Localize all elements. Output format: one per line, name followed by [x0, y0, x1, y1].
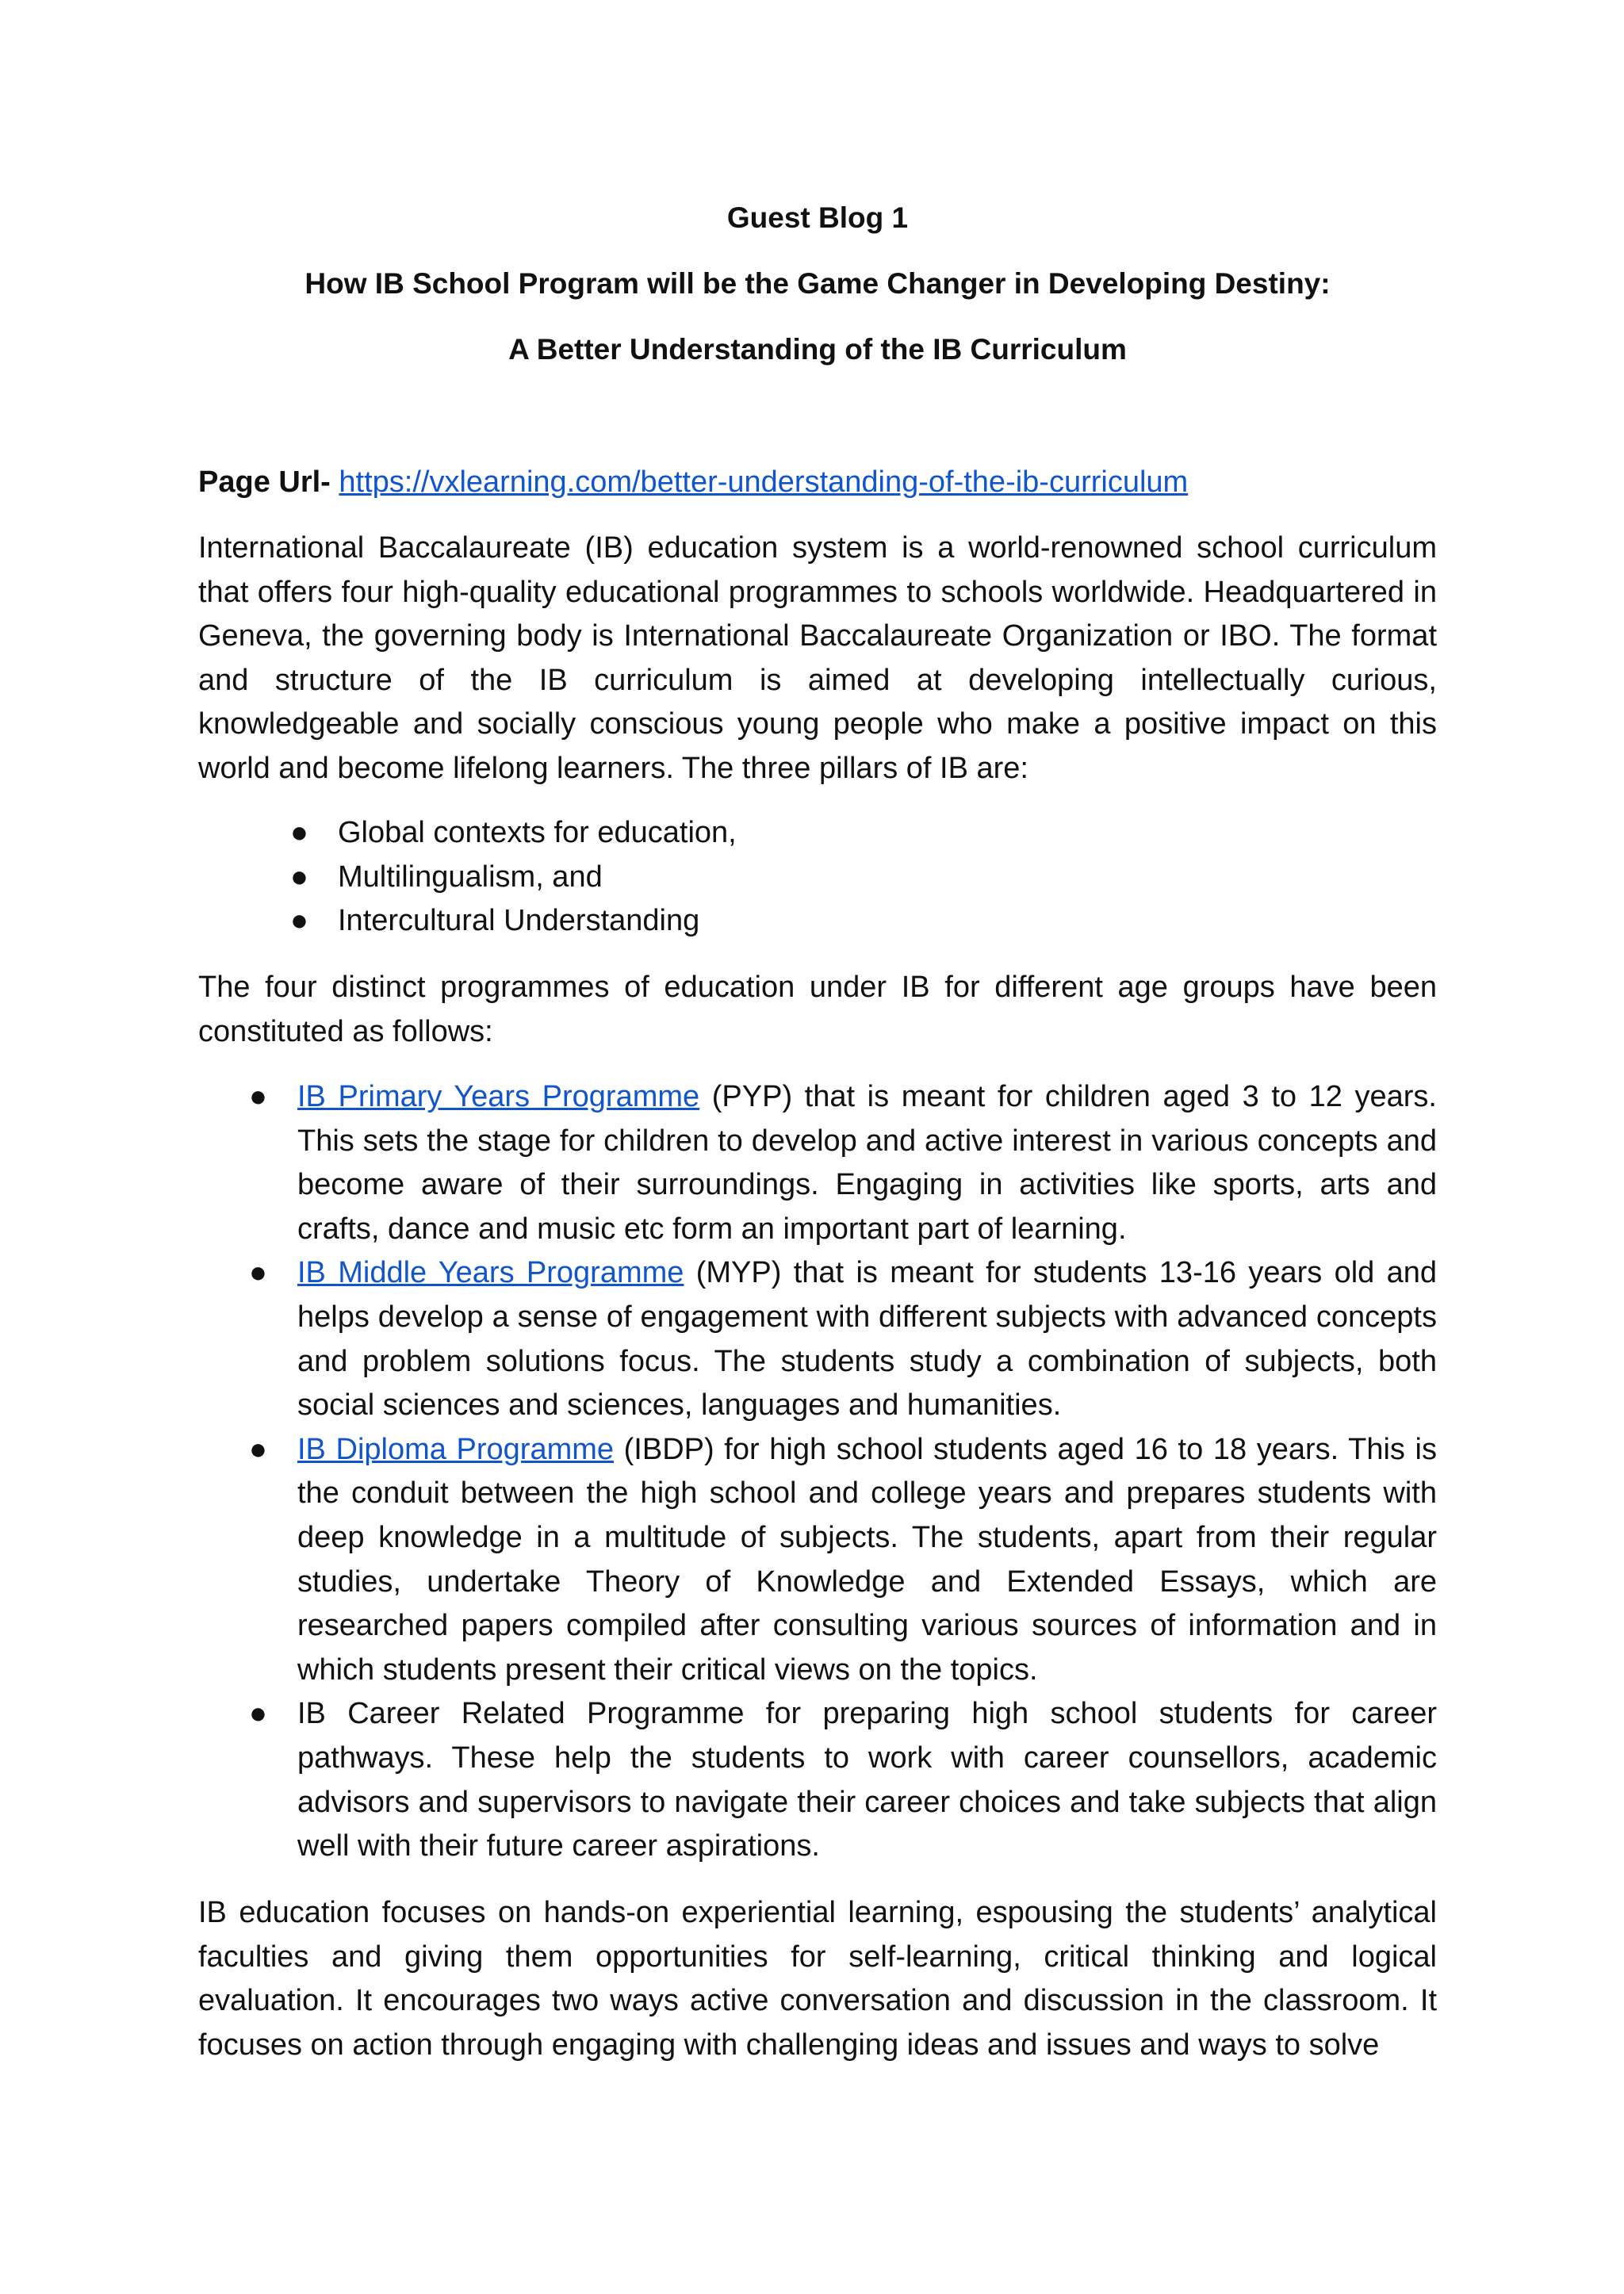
list-item	[198, 856, 1437, 900]
list-item-text: Multilingualism, and	[338, 860, 603, 894]
page-subtitle: A Better Understanding of the IB Curriculum	[508, 333, 1127, 366]
list-item-dp	[198, 1428, 1437, 1693]
programmes-list	[198, 1075, 1437, 1869]
myp-link[interactable]: IB Middle Years Programme	[297, 1256, 684, 1290]
list-item-pyp	[198, 1075, 1437, 1251]
bullet-icon: ●	[290, 816, 308, 849]
list-item-text: Intercultural Understanding	[338, 904, 700, 938]
page-url-link[interactable]: https://vxlearning.com/better-understanding-of-the-ib-curriculum	[339, 465, 1189, 499]
bullet-icon: ●	[249, 1080, 267, 1113]
bullet-icon: ●	[290, 904, 308, 938]
page-url-label: Page Url-	[198, 465, 331, 499]
dp-link[interactable]: IB Diploma Programme	[297, 1432, 615, 1466]
programmes-intro-paragraph: The four distinct programmes of education under IB for different age groups have been constituted as follows:	[198, 971, 1437, 1048]
page-url-line	[198, 461, 1437, 504]
myp-description: (MYP) that is meant for students 13-16 years old and helps develop a sense of engagement with different subjects with advanced concepts and problem solutions focus. The students study a combination of subjects, both social sciences and sciences, languages and humanities.	[297, 1256, 1438, 1423]
list-item	[198, 811, 1437, 856]
pillars-list	[198, 811, 1437, 944]
blog-label: Guest Blog 1	[726, 201, 909, 234]
list-item-cp	[198, 1692, 1437, 1868]
bullet-icon: ●	[249, 1697, 267, 1731]
list-item-text: Global contexts for education,	[338, 816, 737, 849]
pyp-description: (PYP) that is meant for children aged 3 to 12 years. This sets the stage for children to develop and active interest in various concepts and become aware of their surroundings. Engaging in activities like sports, arts and crafts, dance and music etc form an important part of learning.	[297, 1080, 1437, 1246]
list-item-myp	[198, 1251, 1437, 1427]
bullet-icon: ●	[249, 1432, 267, 1466]
bullet-icon: ●	[290, 860, 308, 894]
closing-paragraph: IB education focuses on hands-on experiential learning, espousing the students’ analytical faculties and giving them opportunities for self-learning, critical thinking and logical evaluation. It encourages two ways active conversation and discussion in the classroom. It focuses on action through engaging with challenging ideas and issues and ways to solve	[198, 1896, 1437, 2062]
pyp-link[interactable]: IB Primary Years Programme	[297, 1080, 700, 1113]
bullet-icon: ●	[249, 1256, 267, 1290]
intro-paragraph: International Baccalaureate (IB) education system is a world-renowned school curriculum that offers four high-quality educational programmes to schools worldwide. Headquartered in Geneva, the governing body is International Baccalaureate Organization or IBO. The format and structure of the IB curriculum is aimed at developing intellectually curious, knowledgeable and socially conscious young people who make a positive impact on this world and become lifelong learners. The three pillars of IB are:	[198, 531, 1437, 785]
cp-description: IB Career Related Programme for preparing high school students for career pathways. These help the students to work with career counsellors, academic advisors and supervisors to navigate their career choices and take subjects that align well with their future career aspirations.	[297, 1697, 1437, 1863]
page-title: How IB School Program will be the Game Changer in Developing Destiny:	[304, 267, 1331, 300]
dp-description: (IBDP) for high school students aged 16 to 18 years. This is the conduit between the high school and college years and prepares students with deep knowledge in a multitude of subjects. The students, apart from their regular studies, undertake Theory of Knowledge and Extended Essays, which are researched papers compiled after consulting various sources of information and in which students present their critical views on the topics.	[297, 1432, 1437, 1687]
list-item	[198, 899, 1437, 944]
